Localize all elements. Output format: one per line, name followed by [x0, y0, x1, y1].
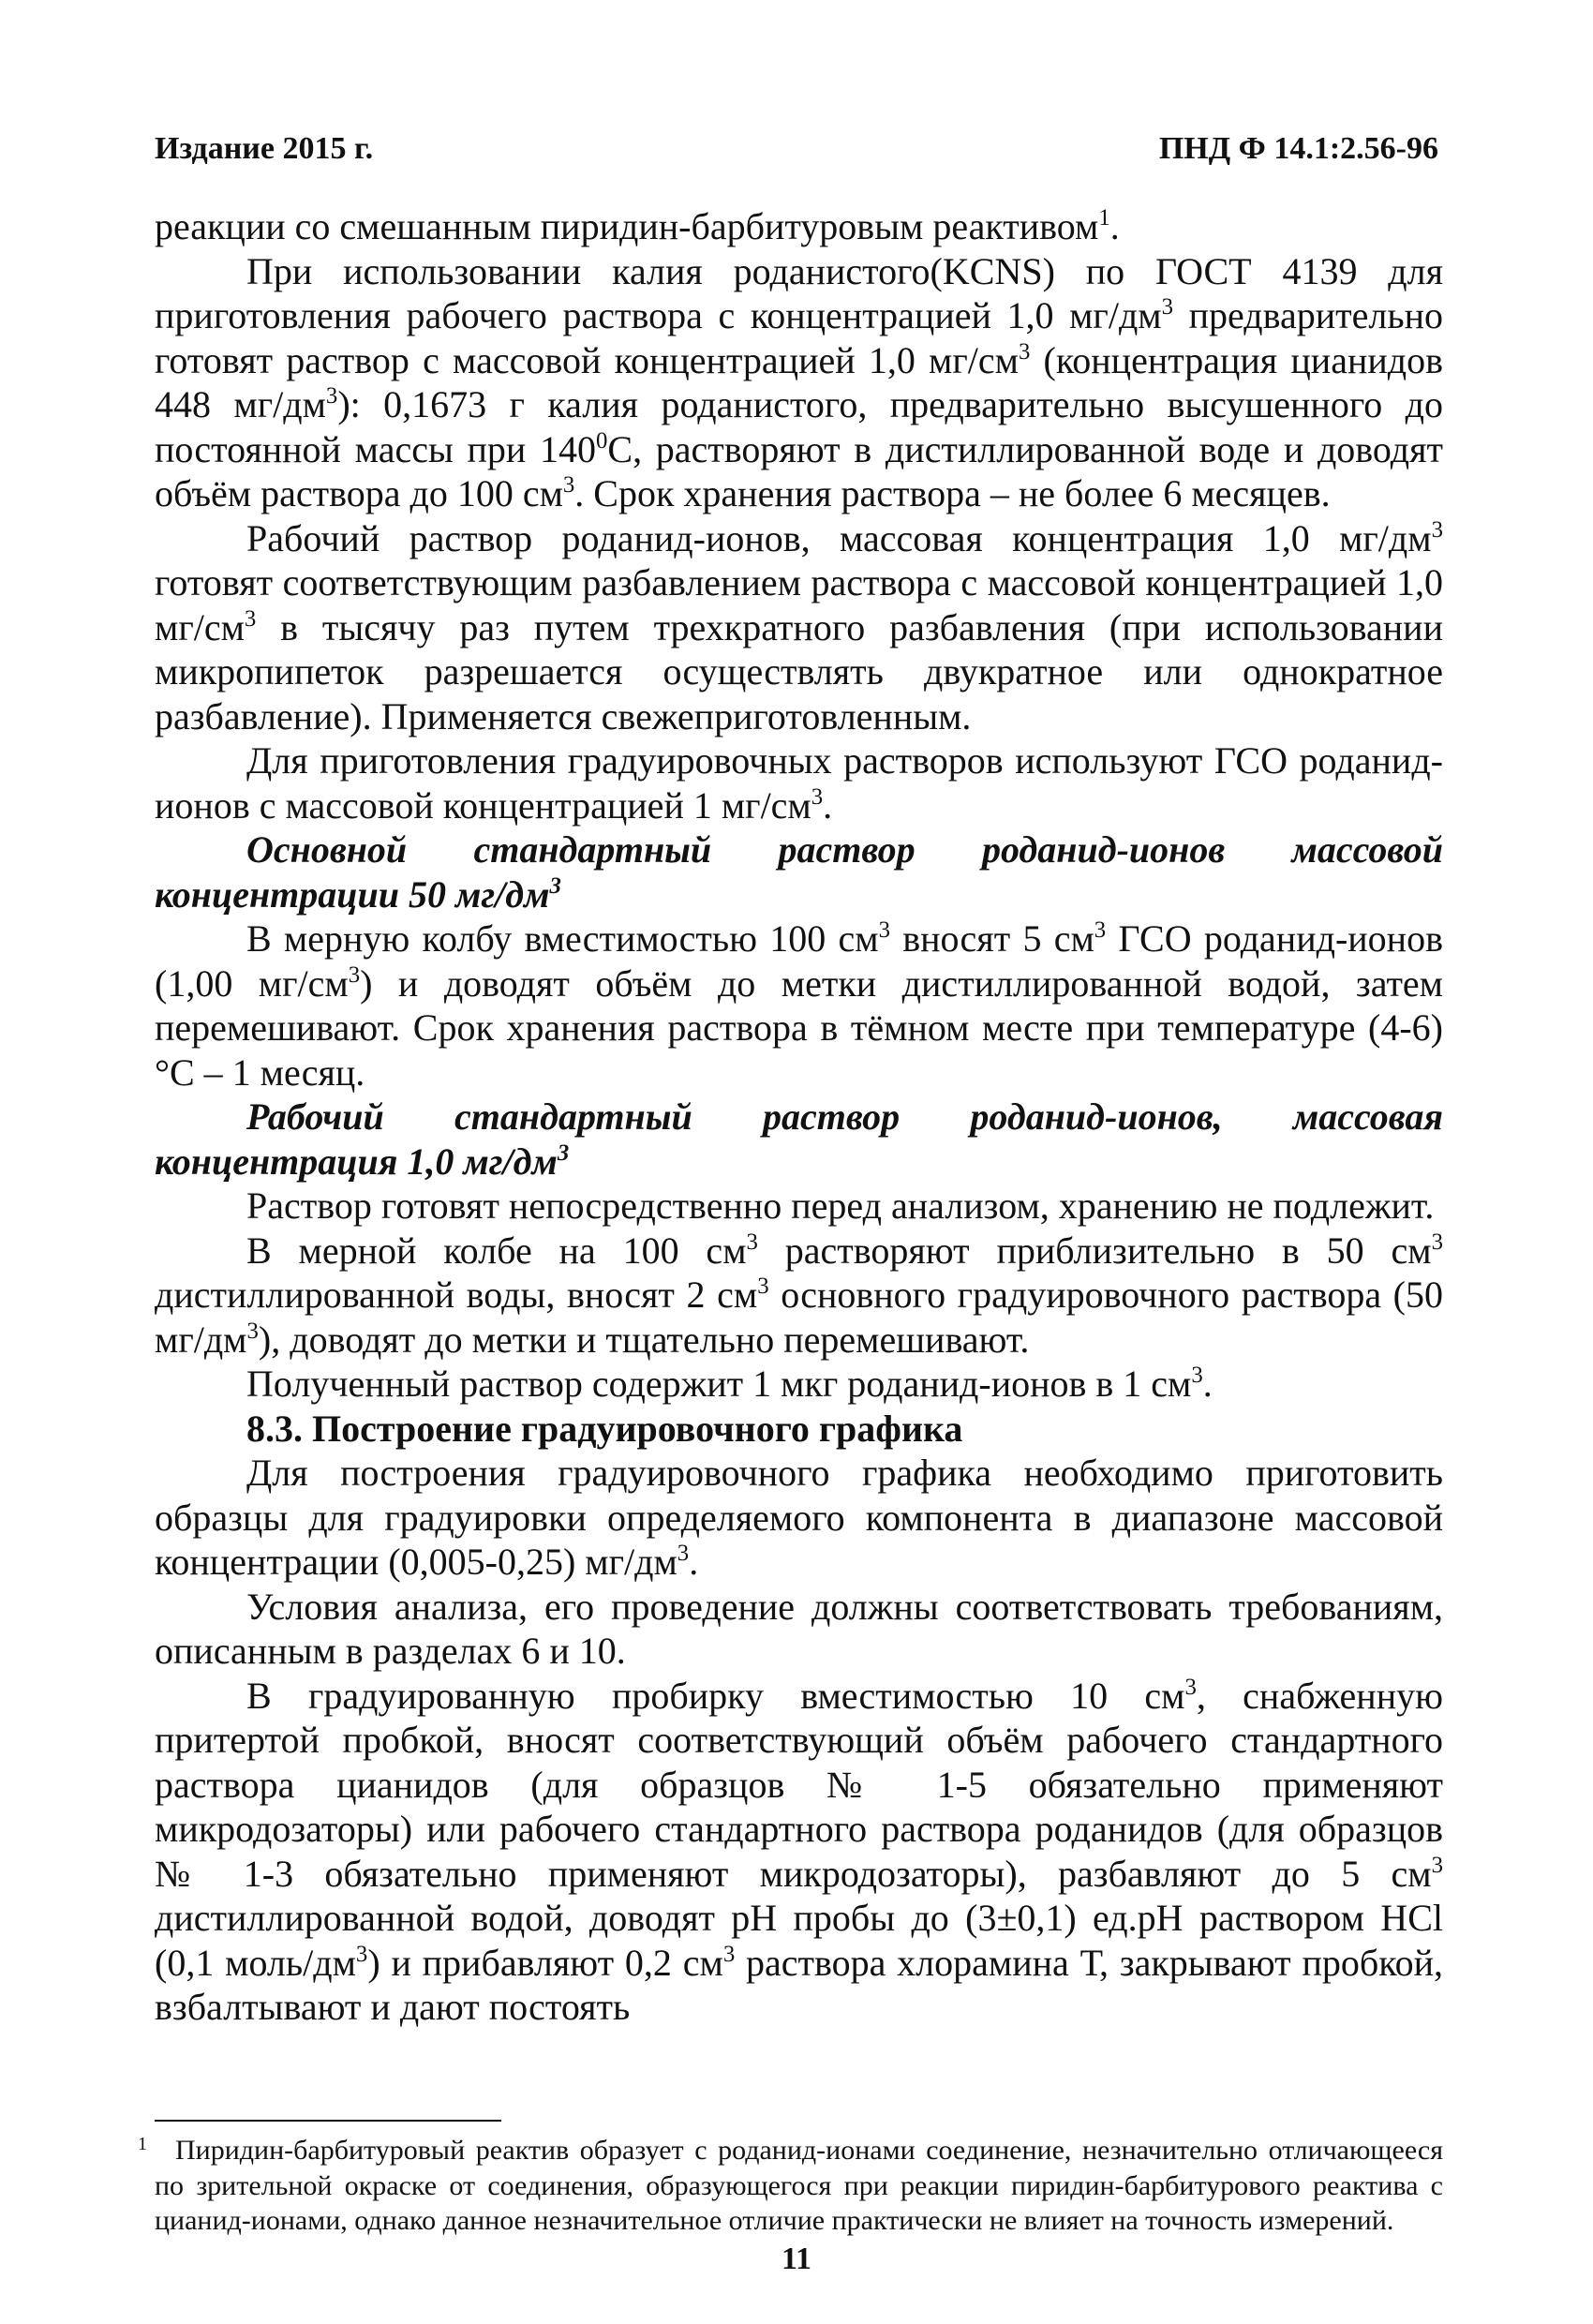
- section-heading-8-3: 8.3. Построение градуировочного графика: [246, 1407, 963, 1450]
- footnote: [138, 2133, 1443, 2239]
- paragraph-working-solution: Рабочий раствор роданид-ионов, массовая концентрация 1,0 $мг/дм^3$ готовят соответствующим разбавлением раствора с массовой концентрацией 1,0 $мг/см^3$ в тысячу раз путем трехкратного разбавления (при использовании микропипеток разрешается осуществлять двукратное или однократное разбавление). Применяется свежеприготовленным.: [155, 516, 1443, 737]
- subheading-working-standard: Рабочий стандартный раствор роданид-ионов, массовая концентрация 1,0 $мг/дм^3$: [155, 1095, 1443, 1183]
- body-text: [155, 204, 1443, 2030]
- paragraph-result-content: Полученный раствор содержит 1 мкг роданид-ионов в 1 $см^3$.: [246, 1363, 1213, 1405]
- footnote-divider: [155, 2120, 501, 2122]
- document-code: ПНД Ф 14.1:2.56-96: [1158, 131, 1438, 166]
- paragraph-continuation: реакции со смешанным пиридин-барбитуровым реактивом$^1$.: [155, 205, 1120, 247]
- paragraph-test-tube: В градуированную пробирку вместимостью 10 $см^3$, снабженную притертой пробкой, вносят соответствующий объём рабочего стандартного раствора цианидов (для образцов № 1-5 обязательно применяют микродозаторы) или рабочего стандартного раствора роданидов (для образцов № 1-3 обязательно применяют микродозаторы), разбавляют до 5 $см^3$ дистиллированной водой, доводят рН пробы до (3±0,1) ед.рН раствором НСl (0,1 моль/$дм^3$) и прибавляют 0,2 $см^3$ раствора хлорамина Т, закрывают пробкой, взбалтывают и дают постоять: [155, 1674, 1444, 2028]
- paragraph-calibration-range: Для построения градуировочного графика необходимо приготовить образцы для градуировки определяемого компонента в диапазоне массовой концентрации (0,005-0,25) $мг/дм^3$.: [155, 1452, 1443, 1583]
- edition-label: Издание 2015 г.: [155, 131, 374, 166]
- footnote-mark: 1: [138, 2134, 147, 2154]
- footnote-text: Пиридин-барбитуровый реактив образует с роданид-ионами соединение, незначительно отличающееся по зрительной окраске от соединения, образующегося при реакции пиридин-барбитурового реактива с цианид-ионами, однако данное незначительное отличие практически не влияет на точность измерений.: [155, 2135, 1443, 2236]
- paragraph-main-standard: В мерную колбу вместимостью 100 $см^3$ вносят 5 $см^3$ ГСО роданид-ионов (1,00 $мг/см^3$) и доводят объём до метки дистиллированной водой, затем перемешивают. Срок хранения раствора в тёмном месте при температуре (4-6) °С – 1 месяц.: [155, 917, 1443, 1094]
- paragraph-flask-dilution: В мерной колбе на 100 $см^3$ растворяют приблизительно в 50 $см^3$ дистиллированной воды, вносят 2 $см^3$ основного градуировочного раствора (50 $мг/дм^3$), доводят до метки и тщательно перемешивают.: [155, 1229, 1444, 1361]
- paragraph-prepare-before: Раствор готовят непосредственно перед анализом, хранению не подлежит.: [246, 1184, 1435, 1227]
- paragraph-gso: Для приготовления градуировочных растворов используют ГСО роданид-ионов с массовой концентрацией 1 $мг/см^3$.: [155, 739, 1443, 827]
- subheading-main-standard: Основной стандартный раствор роданид-ионов массовой концентрации 50 $мг/дм^3$: [155, 828, 1443, 916]
- page-header: [155, 131, 1438, 178]
- paragraph-analysis-conditions: Условия анализа, его проведение должны соответствовать требованиям, описанным в разделах 6 и 10.: [155, 1585, 1443, 1672]
- page-number: 11: [781, 2242, 812, 2276]
- paragraph-kcns-preparation: При использовании калия роданистого(KCNS) по ГОСТ 4139 для приготовления рабочего раствора с концентрацией 1,0 $мг/дм^3$ предварительно готовят раствор с массовой концентрацией 1,0 $мг/см^3$ (концентрация цианидов 448 $мг/дм^3$): 0,1673 г калия роданистого, предварительно высушенного до постоянной массы при $140^0С$, растворяют в дистиллированной воде и доводят объём раствора до 100 $см^3$. Срок хранения раствора – не более 6 месяцев.: [155, 249, 1444, 514]
